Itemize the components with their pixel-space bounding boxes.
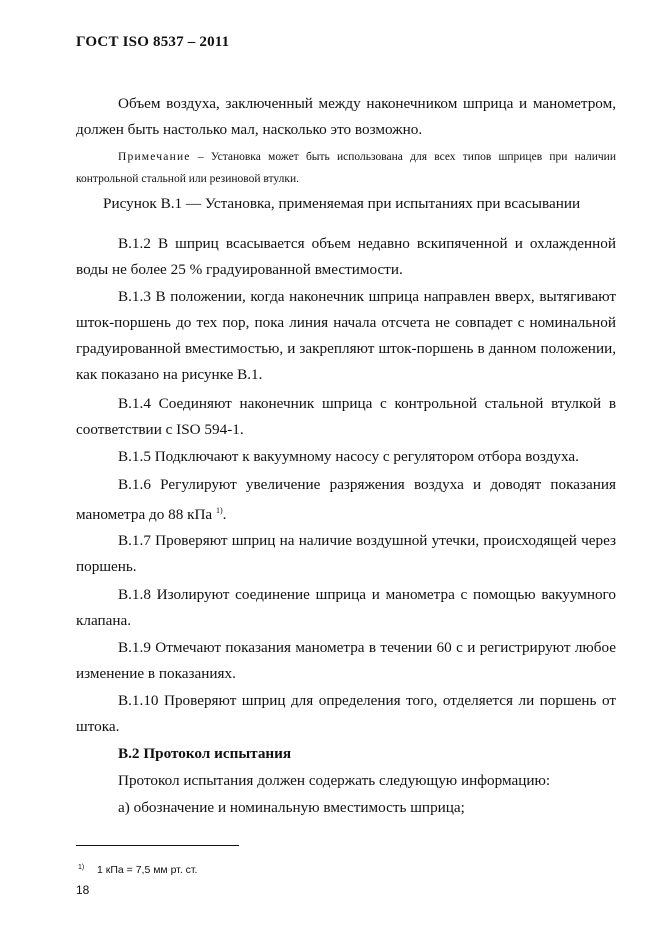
paragraph-b17: В.1.7 Проверяют шприц на наличие воздушной утечки, происходящей через поршень.: [76, 532, 616, 575]
paragraph-b14: В.1.4 Соединяют наконечник шприца с контрольной стальной втулкой в соответствии с ISO 594-1.: [76, 395, 616, 438]
page-number: 18: [76, 883, 90, 897]
paragraph-air-volume: Объем воздуха, заключенный между наконечником шприца и манометром, должен быть настолько мал, насколько это возможно.: [76, 95, 616, 138]
paragraph-b16: В.1.6 Регулируют увеличение разряжения воздуха и доводят показания манометра до 88 кПа $^{1)}$.: [76, 476, 616, 523]
footnote-text: 1 кПа = 7,5 мм рт. ст.: [97, 864, 198, 876]
paragraph-b19: В.1.9 Отмечают показания манометра в течении 60 с и регистрируют любое изменение в показаниях.: [76, 639, 616, 682]
section-heading-b2: В.2 Протокол испытания: [118, 745, 292, 762]
footnote-divider: [76, 845, 239, 846]
paragraph-b18: В.1.8 Изолируют соединение шприца и манометра с помощью вакуумного клапана.: [76, 586, 616, 629]
note: [76, 146, 616, 190]
paragraph-b13: В.1.3 В положении, когда наконечник шприца направлен вверх, вытягивают шток-поршень до тех пор, пока линия начала отсчета не совпадет с номинальной градуированной вместимостью, и закрепляют шток-поршень в данном положении, как показано на рисунке В.1.: [76, 288, 616, 383]
note-label: Примечание: [118, 151, 191, 163]
paragraph-b15: В.1.5 Подключают к вакуумному насосу с регулятором отбора воздуха.: [118, 448, 579, 465]
footnote-reference: 1): [215, 506, 223, 515]
document-header: ГОСТ ISO 8537 – 2011: [76, 34, 230, 50]
section-intro: Протокол испытания должен содержать следующую информацию:: [118, 772, 551, 789]
note-text: – Установка может быть использована для всех типов шприцев при наличии контрольной стальной или резиновой втулки.: [76, 151, 616, 185]
paragraph-b110: В.1.10 Проверяют шприц для определения того, отделяется ли поршень от штока.: [76, 692, 616, 735]
figure-caption: Рисунок В.1 — Установка, применяемая при испытаниях при всасывании: [103, 195, 581, 212]
list-item-a: а) обозначение и номинальную вместимость шприца;: [118, 799, 465, 816]
paragraph-b12: В.1.2 В шприц всасывается объем недавно вскипяченной и охлажденной воды не более 25 % градуированной вместимости.: [76, 235, 616, 278]
footnote-mark: 1): [78, 864, 85, 871]
